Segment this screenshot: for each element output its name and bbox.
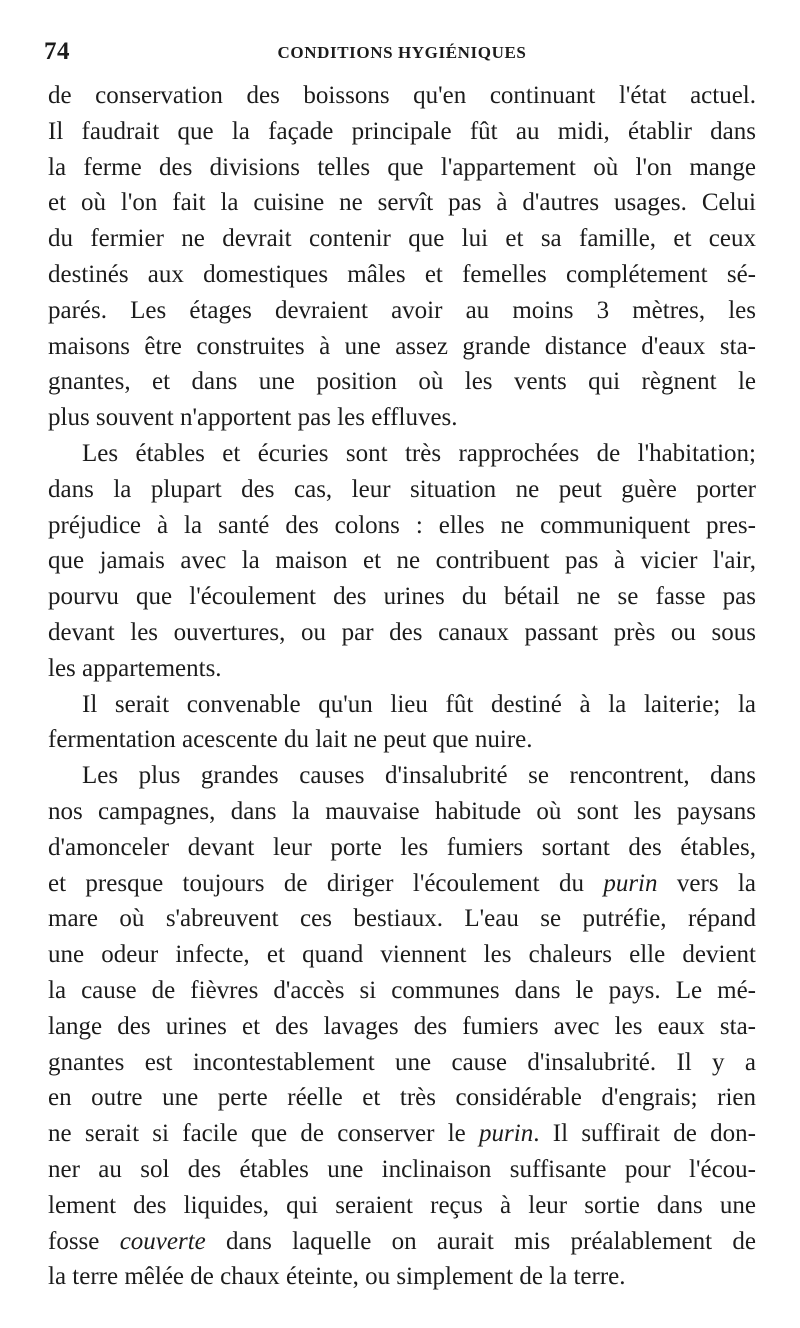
paragraph-3 [48,687,756,759]
paragraph-2 [48,436,756,687]
text-line: et où l'on fait la cuisine ne servît pas à d'autres usages. Celui [48,189,756,217]
text-line: Les plus grandes causes d'insalubrité se rencontrent, dans [82,762,756,790]
text-line: que jamais avec la maison et ne contribuent pas à vicier l'air, [48,547,756,575]
body-text [48,78,756,1295]
page-number: 74 [44,38,70,65]
text-line: nos campagnes, dans la mauvaise habitude où sont les paysans [48,797,756,825]
text-line: destinés aux domestiques mâles et femelles complétement sé- [48,260,756,288]
text-line: les appartements. [48,654,222,682]
text-line: maisons être construites à une assez grande distance d'eaux sta- [48,332,756,360]
text-line: dans la plupart des cas, leur situation ne peut guère porter [48,475,756,503]
page-header [44,38,760,74]
text-line: fosse couverte dans laquelle on aurait mis préalablement de [48,1227,756,1255]
text-line: pourvu que l'écoulement des urines du bétail ne se fasse pas [48,583,756,611]
text-line: une odeur infecte, et quand viennent les chaleurs elle devient [48,941,756,969]
text-line: la ferme des divisions telles que l'appartement où l'on mange [48,153,756,181]
text-line: Il faudrait que la façade principale fût au midi, établir dans [48,117,756,145]
text-line: Il serait convenable qu'un lieu fût destiné à la laiterie; la [82,690,756,718]
text-line: parés. Les étages devraient avoir au moins 3 mètres, les [48,296,756,324]
text-line: gnantes est incontestablement une cause d'insalubrité. Il y a [48,1048,756,1076]
text-line: ner au sol des étables une inclinaison suffisante pour l'écou- [48,1155,756,1183]
text-line: devant les ouvertures, ou par des canaux passant près ou sous [48,618,756,646]
text-line: lange des urines et des lavages des fumiers avec les eaux sta- [48,1012,756,1040]
text-line: mare où s'abreuvent ces bestiaux. L'eau se putréfie, répand [48,905,756,933]
running-title: CONDITIONS HYGIÉNIQUES [277,43,527,62]
text-line: Les étables et écuries sont très rapprochées de l'habitation; [82,439,756,467]
text-line: en outre une perte réelle et très considérable d'engrais; rien [48,1084,756,1112]
text-line: la terre mêlée de chaux éteinte, ou simplement de la terre. [48,1263,626,1291]
text-line: lement des liquides, qui seraient reçus à leur sortie dans une [48,1191,756,1219]
paragraph-4 [48,758,756,1295]
text-line: de conservation des boissons qu'en continuant l'état actuel. [48,82,756,109]
text-line: ne serait si facile que de conserver le purin. Il suffirait de don- [48,1120,756,1148]
paragraph-1 [48,78,756,436]
text-line: du fermier ne devrait contenir que lui et sa famille, et ceux [48,225,756,253]
text-line: plus souvent n'apportent pas les effluves. [48,404,458,432]
text-line: et presque toujours de diriger l'écoulement du purin vers la [48,869,756,897]
text-line: la cause de fièvres d'accès si communes dans le pays. Le mé- [48,976,756,1004]
text-line: gnantes, et dans une position où les vents qui règnent le [48,368,756,396]
text-line: préjudice à la santé des colons : elles ne communiquent pres- [48,511,756,539]
text-line: d'amonceler devant leur porte les fumiers sortant des étables, [48,833,756,861]
text-line: fermentation acescente du lait ne peut que nuire. [48,726,533,754]
